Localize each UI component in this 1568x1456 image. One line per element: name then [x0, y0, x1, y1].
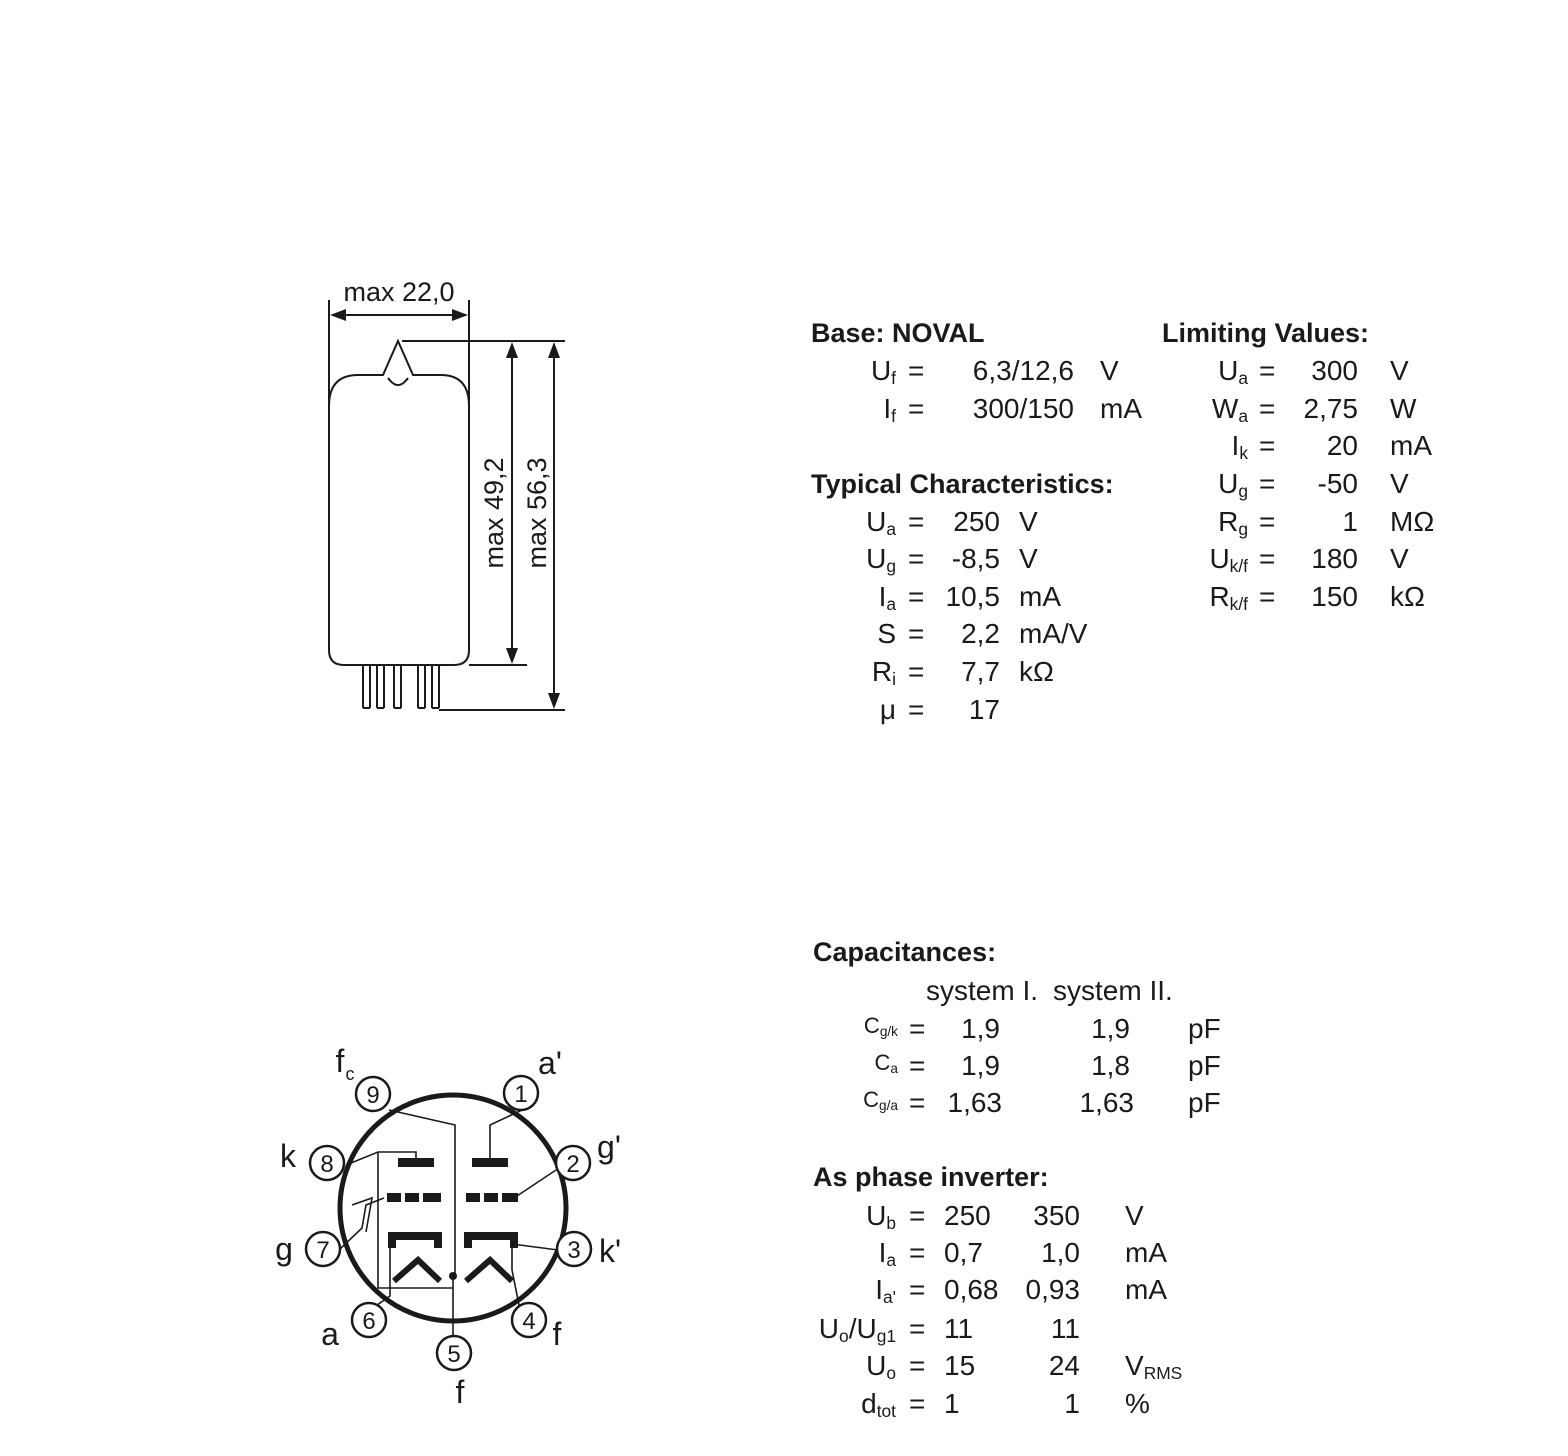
- limiting-eq: =: [1259, 543, 1276, 574]
- cap-v2: 1,63: [1079, 1087, 1134, 1118]
- typical-unit: V: [1019, 506, 1038, 537]
- phase-v1: 11: [944, 1313, 974, 1344]
- limiting-eq: =: [1259, 468, 1276, 499]
- pin-label-2: g': [597, 1129, 621, 1165]
- typical-eq: =: [908, 694, 925, 725]
- pin-number-3: 3: [567, 1237, 581, 1264]
- phase-v2: 1,0: [1041, 1237, 1080, 1268]
- limiting-value: 1: [1342, 506, 1358, 537]
- pin-number-4: 4: [522, 1308, 536, 1335]
- typical-sym: $U_a$: [866, 506, 896, 539]
- limiting-value: 300: [1311, 355, 1358, 386]
- phase-unit: V: [1125, 1200, 1144, 1231]
- typical-sym: S: [877, 618, 896, 649]
- limiting-unit: kΩ: [1390, 581, 1425, 612]
- base-heading: Base: NOVAL: [811, 318, 985, 348]
- cap-sym: $C_{g/a}$: [863, 1087, 898, 1113]
- phase-sym: $I_{a'}$: [875, 1274, 896, 1307]
- cap-v2: 1,8: [1091, 1050, 1130, 1081]
- limiting-eq: =: [1259, 393, 1276, 424]
- cap-v1: 1,63: [947, 1087, 1002, 1118]
- phase-v2: 350: [1033, 1200, 1080, 1231]
- phase-v1: 0,68: [944, 1274, 999, 1305]
- typical-value: 10,5: [945, 581, 1000, 612]
- pin-label-3: k': [598, 1233, 622, 1269]
- typical-unit: mA/V: [1019, 618, 1088, 649]
- base-eq: =: [908, 355, 925, 386]
- pin-label-9-sub: c: [345, 1064, 355, 1084]
- pin-number-7: 7: [316, 1237, 330, 1264]
- pin-number-2: 2: [566, 1151, 580, 1178]
- pin-number-5: 5: [447, 1341, 461, 1368]
- cap-unit: pF: [1188, 1087, 1221, 1118]
- tube-envelope: [329, 341, 469, 665]
- phase-sym: $U_b$: [866, 1200, 896, 1233]
- capacitances-col2-header: system II.: [1053, 975, 1173, 1006]
- phase-eq: =: [909, 1350, 926, 1381]
- phase-v1: 15: [944, 1350, 976, 1381]
- height-dimension-label-1: max 49,2: [479, 457, 509, 569]
- typical-value: 17: [968, 694, 1000, 725]
- pin-label-8: k: [280, 1138, 296, 1174]
- limiting-eq: =: [1259, 355, 1276, 386]
- cap-unit: pF: [1188, 1050, 1221, 1081]
- typical-eq: =: [908, 543, 925, 574]
- typical-sym: $U_g$: [866, 543, 896, 576]
- limiting-value: 180: [1311, 543, 1358, 574]
- limiting-sym: $U_g$: [1218, 468, 1248, 501]
- pin-label-7: g: [275, 1231, 293, 1267]
- typical-unit: kΩ: [1019, 656, 1054, 687]
- base-unit: mA: [1100, 393, 1142, 424]
- limiting-unit: W: [1390, 393, 1417, 424]
- phase-sym: $I_a$: [878, 1237, 896, 1270]
- phase-v1: 0,7: [944, 1237, 983, 1268]
- base-eq: =: [908, 393, 925, 424]
- tube-tip: [388, 378, 408, 385]
- capacitances-heading: Capacitances:: [813, 937, 997, 967]
- typical-sym: μ: [879, 694, 896, 725]
- limiting-heading: Limiting Values:: [1162, 318, 1370, 348]
- limiting-eq: =: [1259, 581, 1276, 612]
- phase-sym: $U_o/U_{g1}$: [818, 1313, 896, 1346]
- pin-number-6: 6: [362, 1308, 376, 1335]
- limiting-sym: $W_a$: [1211, 393, 1248, 426]
- typical-value: -8,5: [951, 543, 1000, 574]
- pin-label-6: a: [321, 1316, 339, 1352]
- phase-unit: $V_{RMS}$: [1125, 1350, 1183, 1383]
- typical-value: 2,2: [961, 618, 1000, 649]
- phase-v2: 11: [1050, 1313, 1080, 1344]
- width-dimension-label: max 22,0: [343, 277, 455, 307]
- limiting-sym: $R_{k/f}$: [1209, 581, 1248, 614]
- phase-v2: 24: [1048, 1350, 1080, 1381]
- typical-value: 7,7: [961, 656, 1000, 687]
- phase-eq: =: [909, 1274, 926, 1305]
- phase-sym: $d_{tot}$: [861, 1388, 896, 1421]
- limiting-value: 2,75: [1303, 393, 1358, 424]
- limiting-unit: V: [1390, 468, 1409, 499]
- phase-eq: =: [909, 1388, 926, 1419]
- limiting-sym: $R_g$: [1218, 506, 1248, 539]
- phase-unit: mA: [1125, 1237, 1167, 1268]
- cap-eq: =: [909, 1013, 926, 1044]
- base-sym: $I_f$: [883, 393, 896, 426]
- phase-eq: =: [909, 1200, 926, 1231]
- limiting-unit: V: [1390, 543, 1409, 574]
- phase-unit: mA: [1125, 1274, 1167, 1305]
- limiting-eq: =: [1259, 430, 1276, 461]
- tube-outline-drawing: [300, 270, 590, 730]
- limiting-eq: =: [1259, 506, 1276, 537]
- cap-v1: 1,9: [961, 1013, 1000, 1044]
- phase-v1: 250: [944, 1200, 991, 1231]
- limiting-unit: MΩ: [1390, 506, 1435, 537]
- typical-eq: =: [908, 618, 925, 649]
- pin-diagram: [260, 1030, 640, 1420]
- pin-label-1: a': [538, 1045, 562, 1081]
- phase-inverter-heading: As phase inverter:: [813, 1162, 1049, 1192]
- base-unit: V: [1100, 355, 1119, 386]
- phase-sym: $U_o$: [866, 1350, 896, 1383]
- cap-v2: 1,9: [1091, 1013, 1130, 1044]
- typical-heading: Typical Characteristics:: [811, 469, 1114, 499]
- typical-sym: $R_i$: [871, 656, 896, 689]
- limiting-unit: V: [1390, 355, 1409, 386]
- cap-v1: 1,9: [961, 1050, 1000, 1081]
- limiting-value: -50: [1317, 468, 1358, 499]
- phase-unit: %: [1125, 1388, 1150, 1419]
- limiting-sym: $I_k$: [1231, 430, 1248, 463]
- pin-label-4: f: [552, 1316, 562, 1352]
- phase-v2: 0,93: [1025, 1274, 1080, 1305]
- phase-eq: =: [909, 1313, 926, 1344]
- typical-eq: =: [908, 656, 925, 687]
- height-dimension-label-2: max 56,3: [522, 457, 552, 569]
- limiting-sym: $U_a$: [1218, 355, 1248, 388]
- pin-number-8: 8: [320, 1151, 334, 1178]
- capacitances-col1-header: system I.: [926, 975, 1039, 1006]
- limiting-unit: mA: [1390, 430, 1432, 461]
- typical-sym: $I_a$: [878, 581, 896, 614]
- pin-label-5: f: [455, 1374, 465, 1410]
- cap-unit: pF: [1188, 1013, 1221, 1044]
- cap-sym: $C_{g/k}$: [863, 1013, 898, 1039]
- typical-eq: =: [908, 581, 925, 612]
- base-sym: $U_f$: [870, 355, 896, 388]
- phase-eq: =: [909, 1237, 926, 1268]
- typical-value: 250: [953, 506, 1000, 537]
- pin-label-9: f: [335, 1043, 345, 1079]
- typical-unit: V: [1019, 543, 1038, 574]
- cap-eq: =: [909, 1050, 926, 1081]
- cap-eq: =: [909, 1087, 926, 1118]
- base-value: 6,3/12,6: [972, 355, 1074, 386]
- pin-number-1: 1: [514, 1081, 528, 1108]
- limiting-value: 150: [1311, 581, 1358, 612]
- cap-sym: $C_a$: [874, 1050, 898, 1076]
- phase-v2: 1: [1064, 1388, 1080, 1419]
- limiting-sym: $U_{k/f}$: [1209, 543, 1248, 576]
- phase-v1: 1: [944, 1388, 960, 1419]
- typical-unit: mA: [1019, 581, 1061, 612]
- pin-number-9: 9: [366, 1082, 380, 1109]
- typical-eq: =: [908, 506, 925, 537]
- base-value: 300/150: [972, 393, 1074, 424]
- limiting-value: 20: [1326, 430, 1358, 461]
